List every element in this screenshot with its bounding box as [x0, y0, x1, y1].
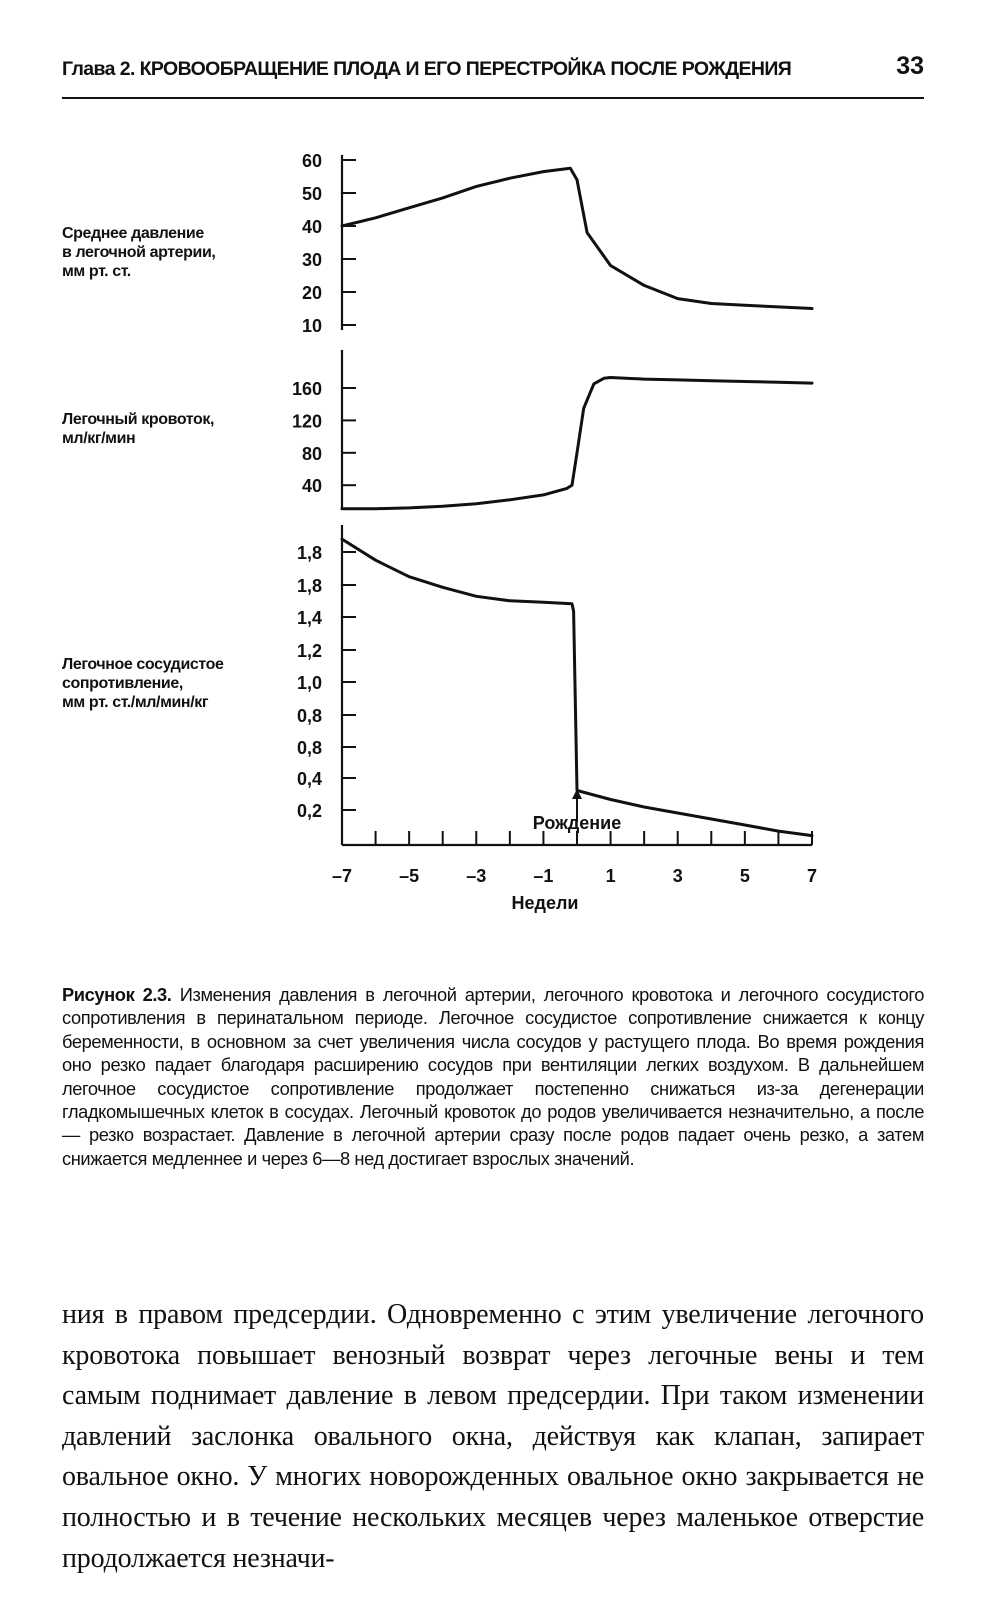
flow-y-tick-label: 40 [301, 476, 322, 497]
flow-y-tick-label: 120 [291, 411, 322, 432]
resistance-panel-label: Легочное сосудистое сопротивление, мм рт. ст./мл/мин/кг [62, 656, 224, 711]
x-tick-label: 7 [806, 866, 818, 886]
chapter-title: Глава 2. КРОВООБРАЩЕНИЕ ПЛОДА И ЕГО ПЕРЕСТРОЙКА ПОСЛЕ РОЖДЕНИЯ [62, 58, 792, 80]
figure-caption [62, 983, 924, 1170]
pressure-panel-label: Среднее давление в легочной артерии, мм рт. ст. [62, 225, 216, 280]
pressure-y-tick-label: 20 [301, 283, 322, 303]
birth-label: Рождение [532, 813, 622, 833]
pressure-series-line [342, 168, 812, 308]
pressure-y-tick-label: 60 [301, 151, 322, 171]
x-tick-label: –5 [399, 866, 420, 886]
body-paragraph: ния в правом предсердии. Одновременно с этим увеличение легочного кровотока повышает венозный возврат через легочные вены и тем самым поднимает давление в левом предсердии. При таком изменении давлений заслонка овального окна, действуя как клапан, запирает овальное окно. У многих новорожденных овальное окно закрывается не полностью и в течение нескольких месяцев через маленькое отверстие продолжается незначи- [62, 1299, 924, 1574]
page-number: 33 [896, 52, 924, 80]
x-axis-title: Недели [511, 893, 579, 913]
pressure-y-tick-label: 30 [301, 250, 322, 270]
flow-series-line [342, 378, 812, 509]
resistance-y-tick-label: 0,8 [296, 738, 322, 758]
resistance-y-tick-label: 1,4 [296, 608, 322, 628]
pressure-y-tick-label: 40 [301, 217, 322, 237]
x-tick-label: 3 [672, 866, 683, 886]
resistance-y-tick-label: 0,8 [296, 706, 322, 726]
x-tick-label: –1 [533, 866, 554, 886]
x-tick-label: –7 [331, 866, 353, 886]
flow-y-tick-label: 160 [291, 379, 322, 399]
x-tick-label: –3 [466, 866, 487, 886]
x-tick-label: 5 [739, 866, 750, 886]
resistance-y-tick-label: 1,2 [296, 641, 322, 661]
flow-y-tick-label: 80 [301, 443, 322, 464]
resistance-y-tick-label: 0,4 [296, 769, 322, 789]
resistance-y-tick-label: 1,8 [296, 576, 322, 596]
caption-label: Рисунок 2.3. [62, 984, 172, 1005]
flow-panel-label: Легочный кровоток, мл/кг/мин [62, 411, 215, 447]
caption-text: Изменения давления в легочной артерии, легочного кровотока и легочного сосудистого сопротивления в перинатальном периоде. Легочное сосудистое сопротивление снижается к концу беременности, в основном за счет увеличения числа сосудов у растущего плода. Во время рождения оно резко падает благодаря расширению сосудов при вентиляции легких воздухом. В дальнейшем легочное сосудистое сопротивление продолжает постепенно снижаться из-за дегенерации гладкомышечных клеток в сосудах. Легочный кровоток до родов увеличивается незначительно, а после — резко возрастает. Давление в легочной артерии сразу после родов падает очень резко, а затем снижается медленнее и через 6—8 нед достигает взрослых значений. [62, 984, 924, 1169]
resistance-y-tick-label: 1,0 [296, 673, 322, 693]
pressure-y-tick-label: 10 [301, 316, 322, 336]
resistance-y-tick-label: 0,2 [296, 801, 322, 821]
pressure-y-tick-label: 50 [301, 184, 322, 204]
resistance-y-tick-label: 1,8 [296, 543, 322, 563]
x-tick-label: 1 [605, 866, 616, 886]
